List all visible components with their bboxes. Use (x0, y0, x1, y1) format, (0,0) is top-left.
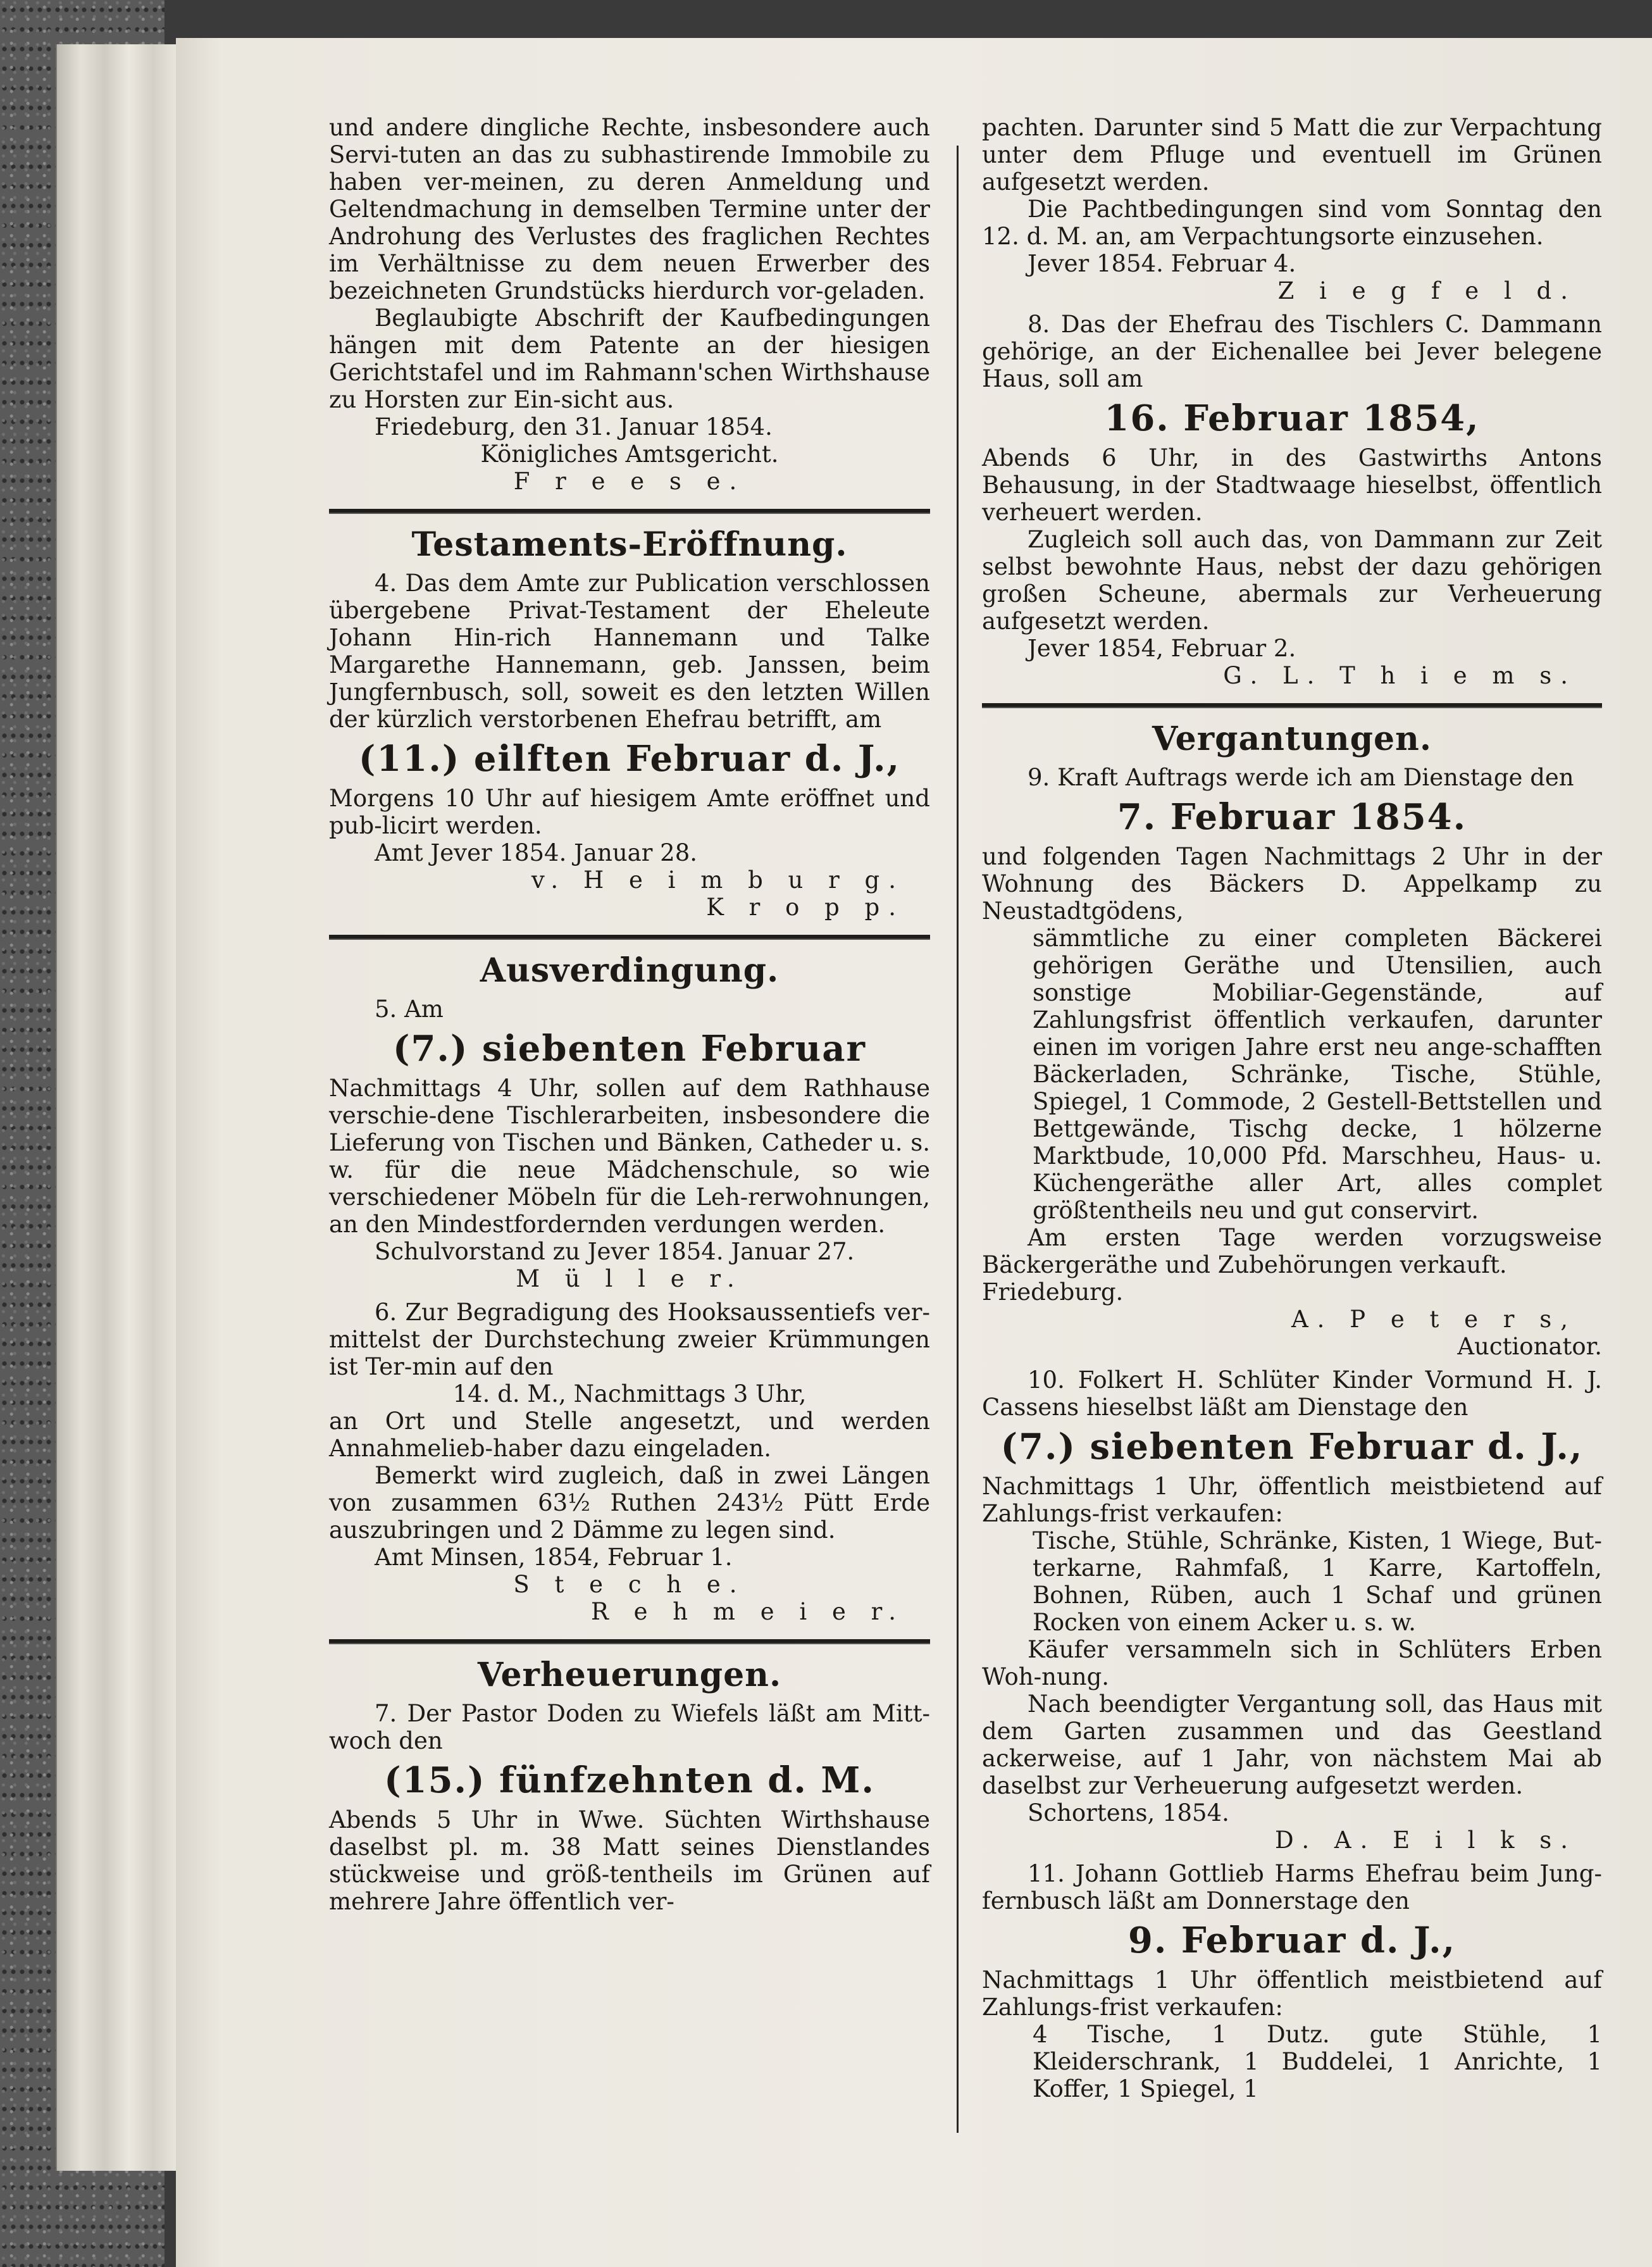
notice-date: (11.) eilften Februar d. J., (358, 738, 901, 780)
section-rule (329, 935, 930, 940)
notice-number: 5. Am (375, 996, 444, 1023)
notice-place-date: Friedeburg. (982, 1278, 1124, 1306)
notice-signature: v. H e i m b u r g. (531, 866, 905, 894)
notice-item-list: Tische, Stühle, Schränke, Kisten, 1 Wiege, But-terkarne, Rahmfaß, 1 Karre, Kartoffeln, Bohnen, Rüben, auch 1 Schaf und grünen Rocken von einem Acker u. s. w. (1033, 1527, 1602, 1636)
notice-place-date: Schortens, 1854. (1028, 1799, 1229, 1827)
notice-date: 7. Februar 1854. (1117, 796, 1467, 838)
notice-date: (15.) fünfzehnten d. M. (384, 1759, 875, 1801)
notice-signature: G. L. T h i e m s. (1223, 662, 1577, 689)
notice-body: an Ort und Stelle angesetzt, und werden Annahmelieb-haber dazu eingeladen. (329, 1408, 930, 1462)
notice-place-date: Jever 1854, Februar 2. (1028, 635, 1296, 662)
section-rule (329, 1639, 930, 1644)
intro-signature: F r e e s e. (513, 468, 746, 495)
section-rule (329, 509, 930, 514)
notice-signature: K r o p p. (706, 894, 905, 921)
notice-item-list: 4 Tische, 1 Dutz. gute Stühle, 1 Kleiderschrank, 1 Buddelei, 1 Anrichte, 1 Koffer, 1 Spiegel, 1 (1033, 2021, 1602, 2102)
notice-signature: D. A. E i l k s. (1274, 1827, 1577, 1854)
notice-body: Nachmittags 1 Uhr öffentlich meistbietend auf Zahlungs-frist verkaufen: (982, 1966, 1602, 2021)
notice-item-list: sämmtliche zu einer completen Bäckerei gehörigen Geräthe und Utensilien, auch sonstige Mobiliar-Gegenstände, auf Zahlungsfrist öffentlich verkaufen, darunter einen im vorigen Jahre erst neu ange-schafften Bäckerladen, Schränke, Tische, Stühle, Spiegel, 1 Commode, 2 Gestell-Bettstellen und Bettgewände, Tischg decke, 1 hölzerne Marktbude, 10,000 Pfd. Marschheu, Haus- u. Küchengeräthe aller Art, alles complet größtentheils neu und gut conservirt. (1033, 925, 1602, 1224)
section-heading-ausverdingung: Ausverdingung. (480, 951, 779, 990)
section-heading-vergantungen: Vergantungen. (1152, 720, 1432, 758)
notice-body: 7. Der Pastor Doden zu Wiefels läßt am Mitt-woch den (329, 1700, 930, 1754)
notice-date: 16. Februar 1854, (1104, 397, 1480, 439)
notice-date: (7.) siebenten Februar d. J., (1000, 1426, 1584, 1468)
notice-date: 9. Februar d. J., (1127, 1920, 1456, 1961)
notice-body: 4. Das dem Amte zur Publication verschlossen übergebene Privat-Testament der Eheleute Johann Hin-rich Hannemann und Talke Margarethe Hannemann, geb. Janssen, beim Jungfernbusch, soll, soweit es den letzten Willen der kürzlich verstorbenen Ehefrau betrifft, am (329, 570, 930, 733)
notice-body: Nachmittags 1 Uhr, öffentlich meistbietend auf Zahlungs-frist verkaufen: (982, 1473, 1602, 1527)
notice-body: Am ersten Tage werden vorzugsweise Bäckergeräthe und Zubehörungen verkauft. (982, 1224, 1602, 1278)
section-rule (982, 703, 1602, 708)
intro-place-date: Friedeburg, den 31. Januar 1854. (375, 413, 773, 440)
section-heading-testament: Testaments-Eröffnung. (411, 525, 848, 564)
notice-body: Käufer versammeln sich in Schlüters Erben Woh-nung. (982, 1636, 1602, 1690)
notice-body: Nachmittags 4 Uhr, sollen auf dem Rathhause verschie-dene Tischlerarbeiten, insbesondere die Lieferung von Tischen und Bänken, Catheder u. s. w. für die neue Mädchenschule, so wie verschiedener Möbeln für die Leh-rerwohnungen, an den Mindestfordernden verdungen werden. (329, 1075, 930, 1238)
notice-signature: S t e c h e. (513, 1571, 746, 1598)
notice-signature: Z i e g f e l d. (1277, 277, 1577, 304)
notice-body: Nach beendigter Vergantung soll, das Haus mit dem Garten zusammen und das Geestland ackerweise, auf 1 Jahr, von nächstem Mai ab daselbst zur Verheuerung aufgesetzt werden. (982, 1690, 1602, 1799)
notice-body: pachten. Darunter sind 5 Matt die zur Verpachtung unter dem Pfluge und eventuell im Grünen aufgesetzt werden. (982, 114, 1602, 196)
notice-body: Morgens 10 Uhr auf hiesigem Amte eröffnet und pub-licirt werden. (329, 785, 930, 839)
notice-body: und folgenden Tagen Nachmittags 2 Uhr in der Wohnung des Bäckers D. Appelkamp zu Neustadtgödens, (982, 843, 1602, 925)
notice-date: 14. d. M., Nachmittags 3 Uhr, (452, 1380, 807, 1408)
notice-body: Bemerkt wird zugleich, daß in zwei Längen von zusammen 63½ Ruthen 243½ Pütt Erde auszubringen und 2 Dämme zu legen sind. (329, 1462, 930, 1544)
notice-signature: A. P e t e r s, (1291, 1306, 1577, 1333)
notice-signature-role: Auctionator. (1457, 1333, 1602, 1360)
notice-place-date: Schulvorstand zu Jever 1854. Januar 27. (375, 1238, 855, 1265)
notice-body: 8. Das der Ehefrau des Tischlers C. Dammann gehörige, an der Eichenallee bei Jever belegene Haus, soll am (982, 311, 1602, 392)
right-column (982, 114, 1602, 2102)
notice-body: Abends 6 Uhr, in des Gastwirths Antons Behausung, in der Stadtwaage hieselbst, öffentlich verheuert werden. (982, 444, 1602, 526)
notice-body: Zugleich soll auch das, von Dammann zur Zeit selbst bewohnte Haus, nebst der dazu gehörigen großen Scheune, abermals zur Verheuerung aufgesetzt werden. (982, 526, 1602, 635)
notice-place-date: Jever 1854. Februar 4. (1028, 250, 1296, 277)
page-stack-edge (56, 44, 177, 2171)
notice-body: Abends 5 Uhr in Wwe. Süchten Wirthshause daselbst pl. m. 38 Matt seines Dienstlandes stückweise und größ-tentheils im Grünen auf mehrere Jahre öffentlich ver- (329, 1806, 930, 1915)
notice-body: 11. Johann Gottlieb Harms Ehefrau beim Jung-fernbusch läßt am Donnerstage den (982, 1860, 1602, 1914)
notice-body: 10. Folkert H. Schlüter Kinder Vormund H. J. Cassens hieselbst läßt am Dienstage den (982, 1366, 1602, 1421)
intro-paragraph: und andere dingliche Rechte, insbesondere auch Servi-tuten an das zu subhastirende Immobile zu haben ver-meinen, zu deren Anmeldung und Geltendmachung in demselben Termine unter der Androhung des Verlustes des fraglichen Rechtes im Verhältnisse zu dem neuen Erwerber des bezeichneten Grundstücks hierdurch vor-geladen. (329, 114, 930, 304)
column-divider (957, 146, 959, 2133)
intro-court: Königliches Amtsgericht. (480, 440, 779, 468)
notice-date: (7.) siebenten Februar (392, 1028, 867, 1070)
notice-place-date: Amt Jever 1854. Januar 28. (375, 839, 697, 866)
notice-place-date: Amt Minsen, 1854, Februar 1. (375, 1544, 733, 1571)
left-column (329, 114, 930, 1915)
intro-paragraph: Beglaubigte Abschrift der Kaufbedingungen hängen mit dem Patente an der hiesigen Gerichtstafel und im Rahmann'schen Wirthshause zu Horsten zur Ein-sicht aus. (329, 304, 930, 413)
notice-signature: R e h m e i e r. (590, 1598, 905, 1625)
notice-body: 6. Zur Begradigung des Hooksaussentiefs ver-mittelst der Durchstechung zweier Krümmungen ist Ter-min auf den (329, 1299, 930, 1380)
notice-signature: M ü l l e r. (516, 1265, 743, 1292)
notice-body: 9. Kraft Auftrags werde ich am Dienstage den (1028, 764, 1574, 791)
section-heading-verheuerungen: Verheuerungen. (477, 1656, 782, 1694)
notice-body: Die Pachtbedingungen sind vom Sonntag den 12. d. M. an, am Verpachtungsorte einzusehen. (982, 196, 1602, 250)
